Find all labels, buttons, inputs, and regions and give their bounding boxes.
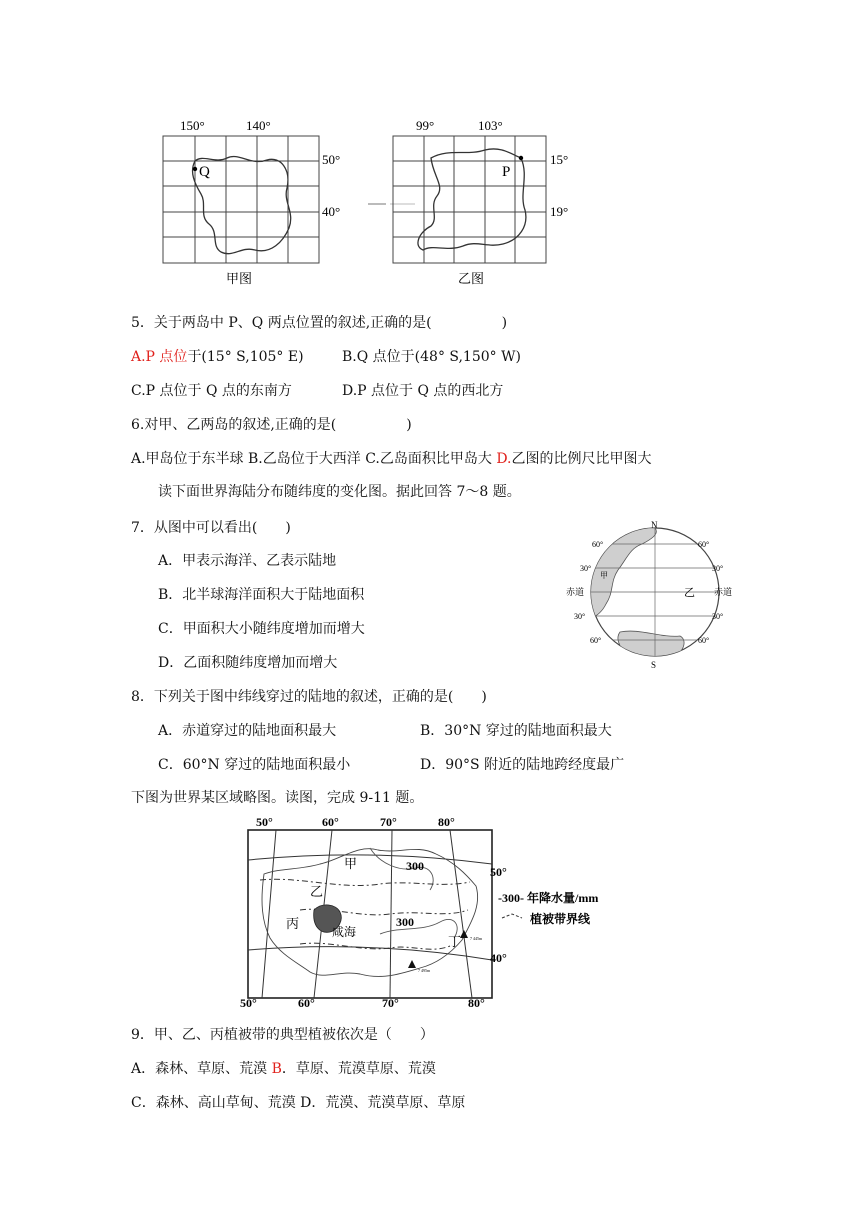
jia-lon-label-2: 140°: [246, 118, 271, 133]
q7-option-d: D．乙面积随纬度增加而增大: [158, 655, 338, 671]
globe-right-label: 60°: [698, 540, 710, 549]
q6-options: A.甲岛位于东半球 B.乙岛位于大西洋 C.乙岛面积比甲岛大 D.乙图的比例尺比甲图大: [131, 451, 652, 467]
q5-option-c: C.P 点位于 Q 点的东南方: [131, 383, 292, 399]
yi-lat-label-2: 19°: [550, 204, 569, 219]
globe-right-label: 30°: [712, 612, 724, 621]
q5-stem: 5．关于两岛中 P、Q 两点位置的叙述,正确的是( ): [131, 315, 508, 331]
q7-option-b: B．北半球海洋面积大于陆地面积: [158, 587, 365, 603]
yi-lon-label-1: 99°: [416, 118, 435, 133]
map-label-ding: 丁: [448, 934, 462, 949]
q9-options-ab: A．森林、草原、荒漠 B．草原、荒漠草原、荒漠: [131, 1061, 436, 1077]
globe-right-label: 赤道: [714, 587, 733, 597]
q7-option-c: C．甲面积大小随纬度增加而增大: [158, 621, 365, 637]
q6-stem: 6.对甲、乙两岛的叙述,正确的是( ): [131, 417, 412, 433]
map-isohyet-label: 300: [406, 859, 424, 873]
map-bottom-lon: 80°: [468, 996, 485, 1010]
q7-option-a: A．甲表示海洋、乙表示陆地: [158, 553, 337, 569]
intro-9-11: 下图为世界某区域略图。读图，完成 9-11 题。: [131, 790, 424, 806]
q7-stem: 7．从图中可以看出( ): [131, 520, 291, 536]
globe-right-label: 60°: [698, 636, 710, 645]
q5-answer-mark: A.P 点位: [131, 349, 188, 365]
map-label-yi: 乙: [310, 884, 324, 899]
yi-caption: 乙图: [458, 271, 485, 286]
map-peak-label: 7 495m: [418, 968, 431, 973]
globe-left-label: 60°: [592, 540, 604, 549]
legend-rainfall: -300- 年降水量/mm: [498, 891, 599, 905]
jia-grid: [163, 136, 319, 263]
globe-left-label: 赤道: [566, 587, 585, 597]
q5-option-d: D.P 点位于 Q 点的西北方: [342, 383, 504, 399]
q8-stem: 8．下列关于图中纬线穿过的陆地的叙述，正确的是( ): [131, 689, 487, 705]
map-top-lon: 70°: [380, 815, 397, 829]
map-bottom-lon: 60°: [298, 996, 315, 1010]
globe-left-label: 60°: [590, 636, 602, 645]
map-label-jia: 甲: [344, 856, 358, 871]
globe-jia-label: 甲: [600, 571, 608, 580]
globe-yi-label: 乙: [684, 587, 695, 599]
map-top-lon: 50°: [256, 815, 273, 829]
intro-7-8: 读下面世界海陆分布随纬度的变化图。据此回答 7～8 题。: [158, 484, 521, 500]
map-label-aral-sea: 咸海: [332, 925, 357, 939]
yi-point-label: P: [502, 164, 511, 180]
map-label-bing: 丙: [286, 916, 300, 931]
region-map-figure: [240, 814, 620, 1010]
map-top-lon: 80°: [438, 815, 455, 829]
map-peak-label: 7 445m: [470, 936, 483, 941]
globe-right-label: 30°: [712, 564, 724, 573]
island-grid-figures: [150, 112, 580, 292]
yi-grid: [393, 136, 546, 263]
jia-point-label: Q: [199, 164, 210, 180]
land-sea-globe-figure: [560, 520, 750, 670]
globe-south: S: [651, 660, 657, 670]
q5-option-b: B.Q 点位于(48° S,150° W): [342, 349, 521, 365]
q9-stem: 9．甲、乙、丙植被带的典型植被依次是（ ）: [131, 1027, 434, 1043]
jia-lat-label-1: 50°: [322, 152, 341, 167]
q9-options-cd: C．森林、高山草甸、荒漠 D．荒漠、荒漠草原、草原: [131, 1095, 466, 1111]
yi-lat-label-1: 15°: [550, 152, 569, 167]
globe-left-label: 30°: [574, 612, 586, 621]
map-bottom-lon: 50°: [240, 996, 257, 1010]
jia-lon-label-1: 150°: [180, 118, 205, 133]
jia-lat-label-2: 40°: [322, 204, 341, 219]
jia-caption: 甲图: [226, 271, 253, 286]
map-top-lon: 60°: [322, 815, 339, 829]
map-lat-label: 40°: [490, 951, 507, 965]
legend-vegetation-boundary: 植被带界线: [530, 912, 591, 926]
map-bottom-lon: 70°: [382, 996, 399, 1010]
yi-lon-label-2: 103°: [478, 118, 503, 133]
q8-option-c: C．60°N 穿过的陆地面积最小: [158, 757, 351, 773]
map-lat-label: 50°: [490, 865, 507, 879]
q8-option-d: D．90°S 附近的陆地跨经度最广: [420, 757, 625, 773]
globe-left-label: 30°: [580, 564, 592, 573]
globe-north: N: [651, 520, 658, 530]
q8-option-b: B．30°N 穿过的陆地面积最大: [420, 723, 612, 739]
q9-answer-mark: B: [271, 1061, 282, 1077]
map-isohyet-label: 300: [396, 915, 414, 929]
q6-answer-mark: D.: [496, 451, 512, 467]
q5-option-a: A.P 点位于(15° S,105° E): [131, 349, 304, 365]
q8-option-a: A．赤道穿过的陆地面积最大: [158, 723, 337, 739]
